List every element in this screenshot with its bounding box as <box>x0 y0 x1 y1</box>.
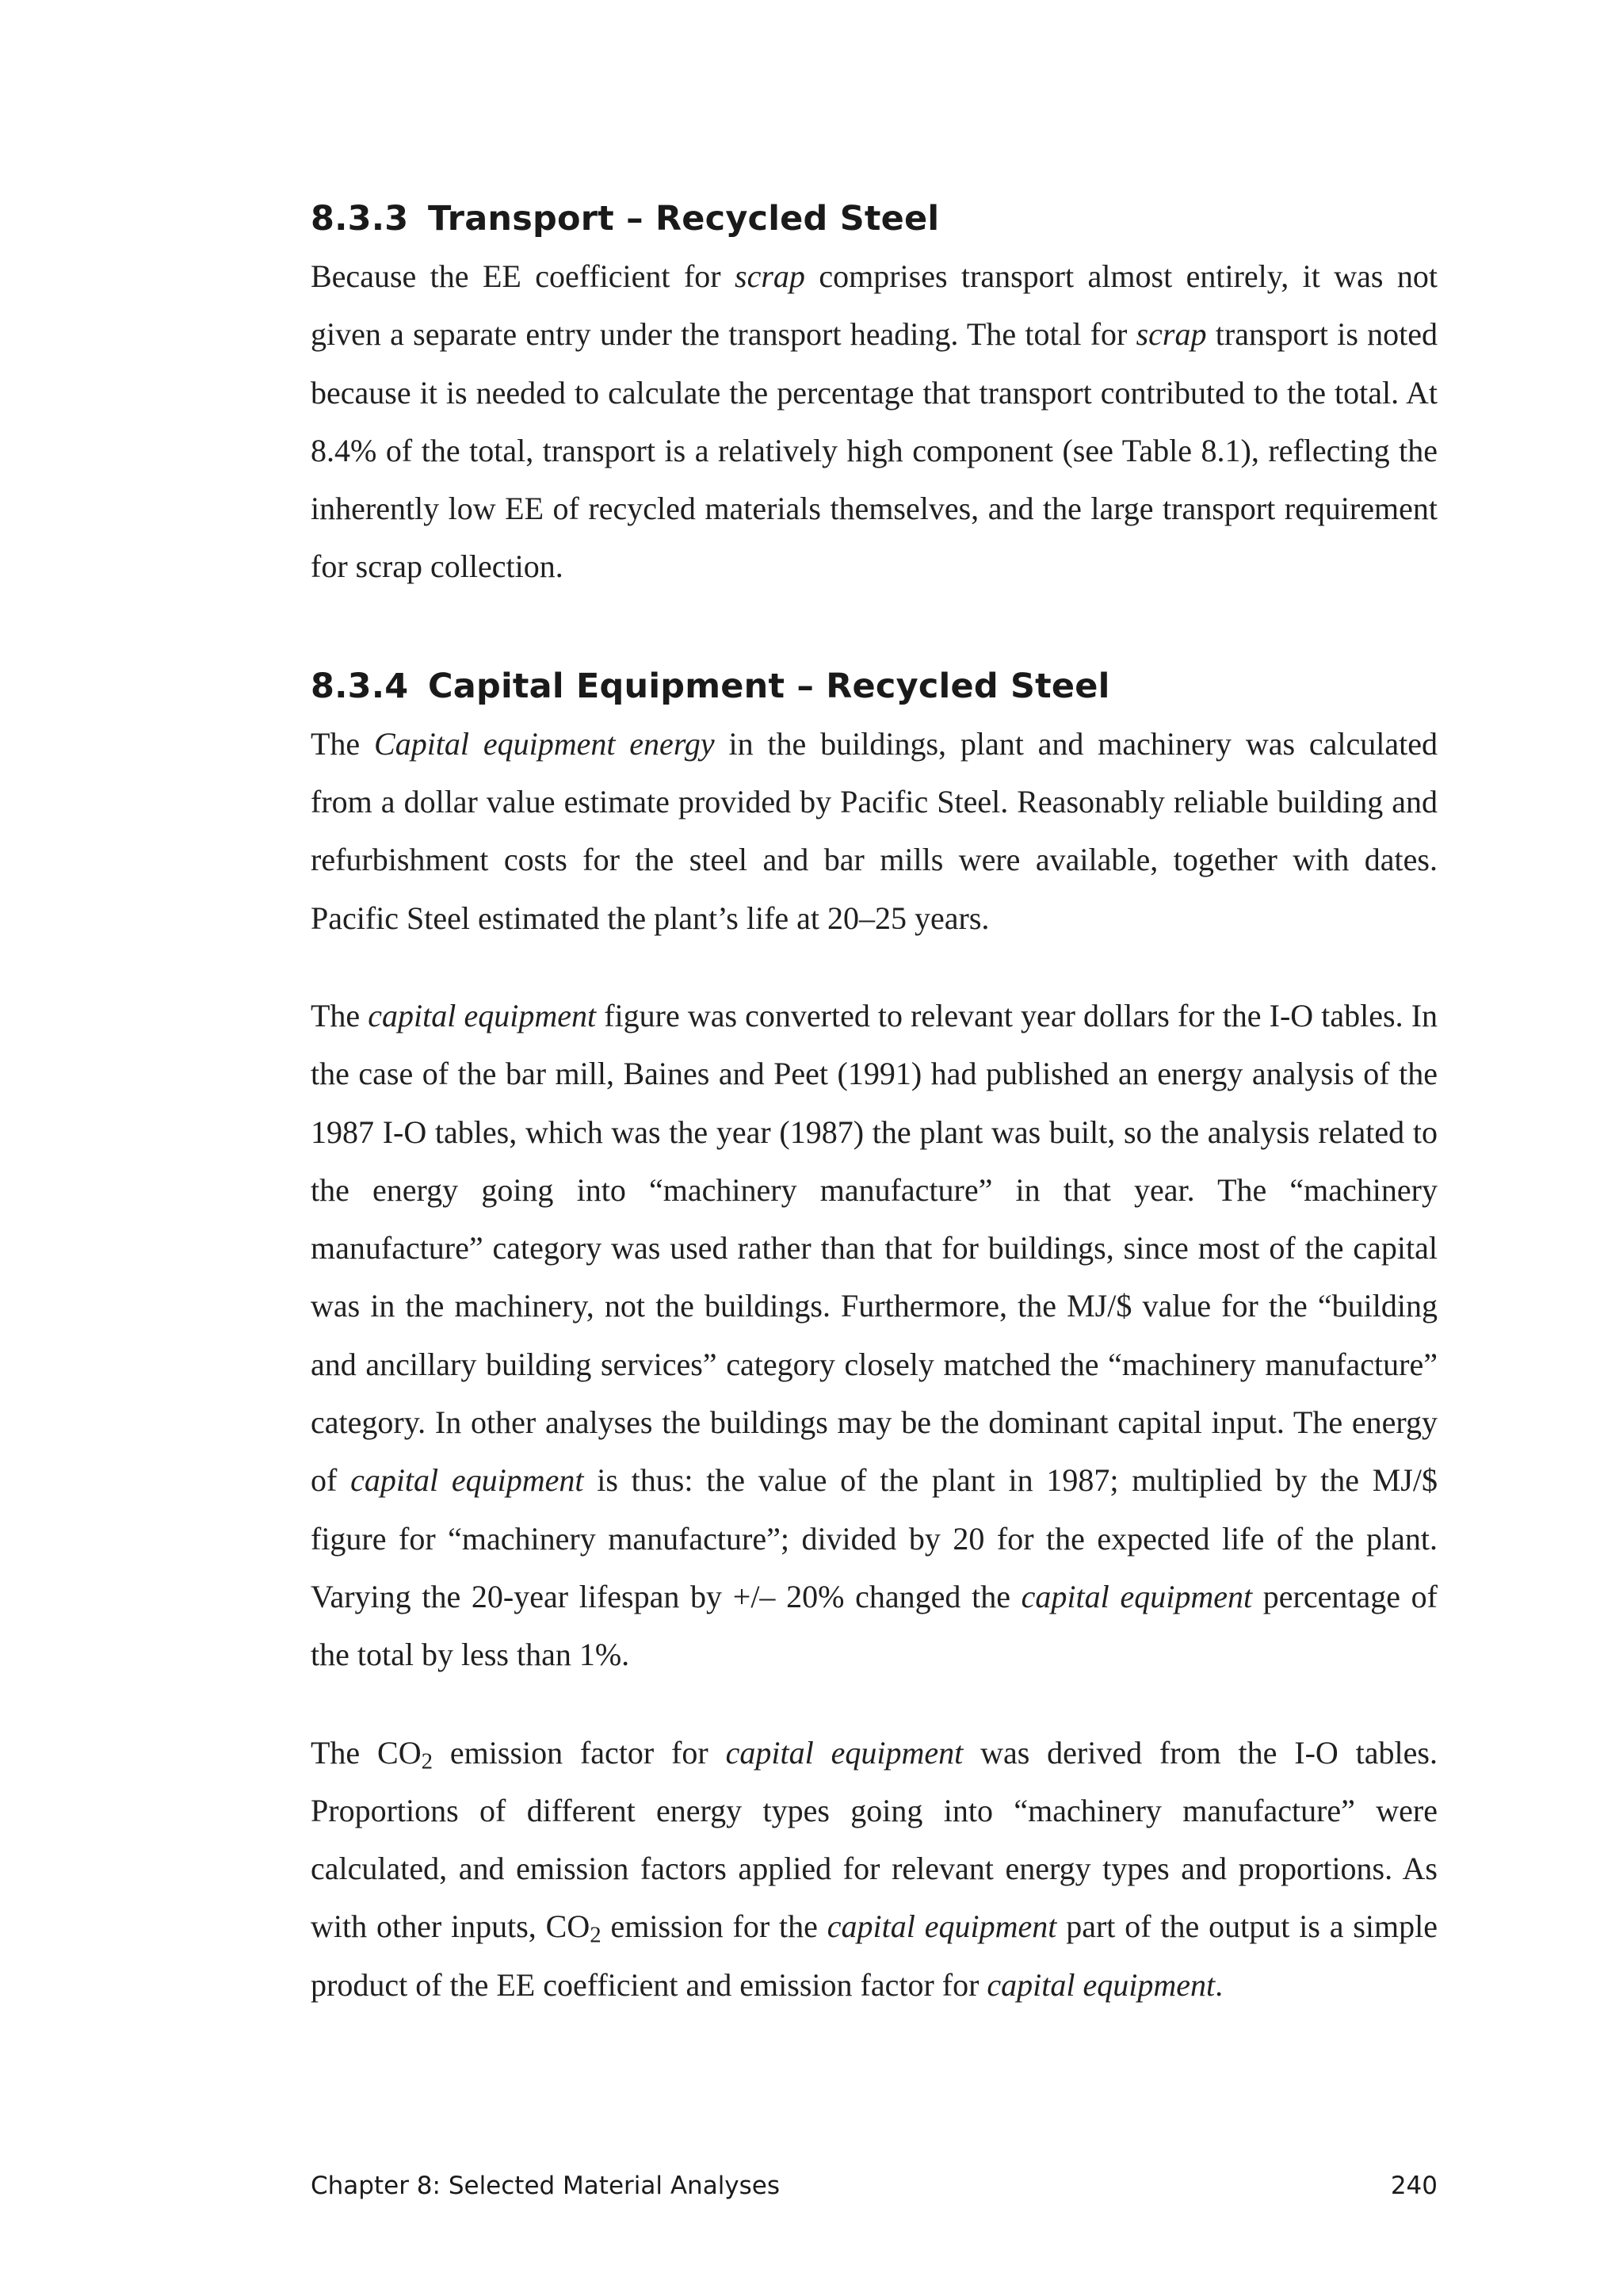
page-number: 240 <box>1390 2172 1438 2200</box>
paragraph: The $CO_2$ emission factor for capital equipment was derived from the I-O tables. Proportions of different energy types going into “machinery manufacture” were calculated, and emission factors applied for relevant energy types and proportions. As with other inputs, $CO_2$ emission for the capital equipment part of the output is a simple product of the EE coefficient and emission factor for capital equipment. <box>311 1734 1438 2003</box>
italic-term: capital equipment <box>725 1734 964 1771</box>
subscript: 2 <box>421 1748 433 1774</box>
page-footer <box>311 2172 1438 2200</box>
italic-term: scrap <box>735 258 805 294</box>
italic-term: capital equipment <box>350 1462 584 1499</box>
section-heading-8-3-4 <box>311 658 1438 715</box>
italic-term: scrap <box>1136 316 1207 353</box>
section-heading-8-3-3 <box>311 190 1438 247</box>
paragraph: Because the EE coefficient for scrap comprises transport almost entirely, it was not given a separate entry under the transport heading. The total for scrap transport is noted because it is needed to calculate the percentage that transport contributed to the total. At 8.4% of the total, transport is a relatively high component (see Table 8.1), reflecting the inherently low EE of recycled materials themselves, and the large transport requirement for scrap collection. <box>311 258 1438 585</box>
paragraph: The capital equipment figure was converted to relevant year dollars for the I-O tables. In the case of the bar mill, Baines and Peet (1991) had published an energy analysis of the 1987 I-O tables, which was the year (1987) the plant was built, so the analysis related to the energy going into “machinery manufacture” in that year. The “machinery manufacture” category was used rather than that for buildings, since most of the capital was in the machinery, not the buildings. Furthermore, the MJ/$ value for the “building and ancillary building services” category closely matched the “machinery manufacture” category. In other analyses the buildings may be the dominant capital input. The energy of capital equipment is thus: the value of the plant in 1987; multiplied by the MJ/$ figure for “machinery manufacture”; divided by 20 for the expected life of the plant. Varying the 20-year lifespan by +/– 20% changed the capital equipment percentage of the total by less than 1%. <box>311 997 1438 1673</box>
section-title: Transport – Recycled Steel <box>428 199 940 239</box>
italic-term: capital equipment <box>827 1908 1057 1945</box>
paragraph: The Capital equipment energy in the buildings, plant and machinery was calculated from a dollar value estimate provided by Pacific Steel. Reasonably reliable building and refurbishment costs for the steel and bar mills were available, together with dates. Pacific Steel estimated the plant’s life at 20–25 years. <box>311 725 1438 936</box>
section-title: Capital Equipment – Recycled Steel <box>428 666 1110 706</box>
subscript: 2 <box>590 1922 601 1948</box>
section-number: 8.3.4 <box>311 666 409 706</box>
italic-term: Capital equipment energy <box>374 725 715 762</box>
page-content <box>311 190 1438 2014</box>
italic-term: capital equipment <box>1021 1578 1253 1614</box>
italic-term: capital equipment <box>368 997 597 1033</box>
footer-chapter-title: Chapter 8: Selected Material Analyses <box>311 2172 781 2200</box>
section-number: 8.3.3 <box>311 199 409 239</box>
italic-term: capital equipment <box>987 1966 1216 2003</box>
